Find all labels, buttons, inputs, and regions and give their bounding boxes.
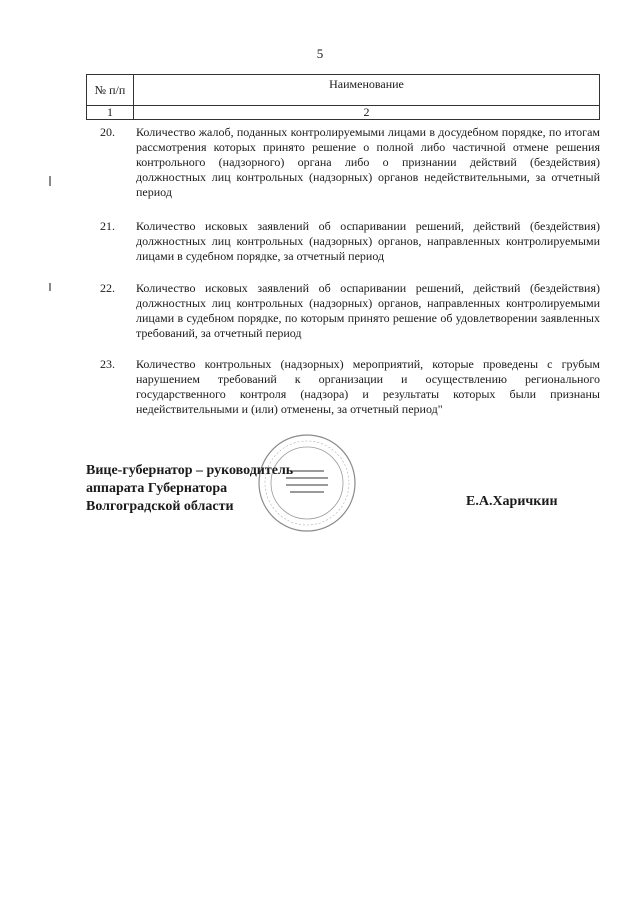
- item-number: 23.: [100, 357, 115, 371]
- column-header-name: Наименование: [134, 75, 600, 106]
- margin-mark: [49, 283, 51, 291]
- column-header-number: № п/п: [87, 75, 134, 106]
- column-index-2: 2: [134, 106, 600, 120]
- item-number: 21.: [100, 219, 115, 233]
- signature-position: [86, 462, 293, 516]
- item-text: Количество контрольных (надзорных) мероприятий, которые проведены с грубым нарушением требований к организации и осуществлению регионального государственного контроля (надзора) и результаты которых были признаны недействительными и (или) отменены, за отчетный период": [136, 357, 600, 416]
- item-number: 22.: [100, 281, 115, 295]
- item-text: Количество жалоб, поданных контролируемыми лицами в досудебном порядке, по итогам рассмотрения которых принято решение о полной либо частичной отмене решения контрольного (надзорного) органа либо о признании действий (бездействия) должностных лиц контрольных (надзорных) органов недействительными, за отчетный период: [136, 125, 600, 199]
- signature-name: Е.А.Харичкин: [466, 494, 558, 509]
- column-index-1: 1: [87, 106, 134, 120]
- table-header: [86, 74, 600, 120]
- item-text: Количество исковых заявлений об оспаривании решений, действий (бездействия) должностных лиц контрольных (надзорных) органов, направленных контролируемыми лицами в судебном порядке, за отчетный период: [136, 219, 600, 263]
- item-text: Количество исковых заявлений об оспаривании решений, действий (бездействия) должностных лиц контрольных (надзорных) органов, направленных контролируемыми лицами в судебном порядке, по которым принято решение об удовлетворении заявленных требований, за отчетный период: [136, 281, 600, 340]
- table-index-row: [87, 106, 600, 120]
- margin-mark: [49, 176, 51, 186]
- table-header-row: [87, 75, 600, 106]
- signature-position-line: аппарата Губернатора: [86, 481, 228, 496]
- signature-position-line: Волгоградской области: [86, 499, 234, 514]
- page-number: 5: [316, 46, 324, 61]
- signature-position-line: Вице-губернатор – руководитель: [86, 463, 294, 478]
- item-number: 20.: [100, 125, 115, 139]
